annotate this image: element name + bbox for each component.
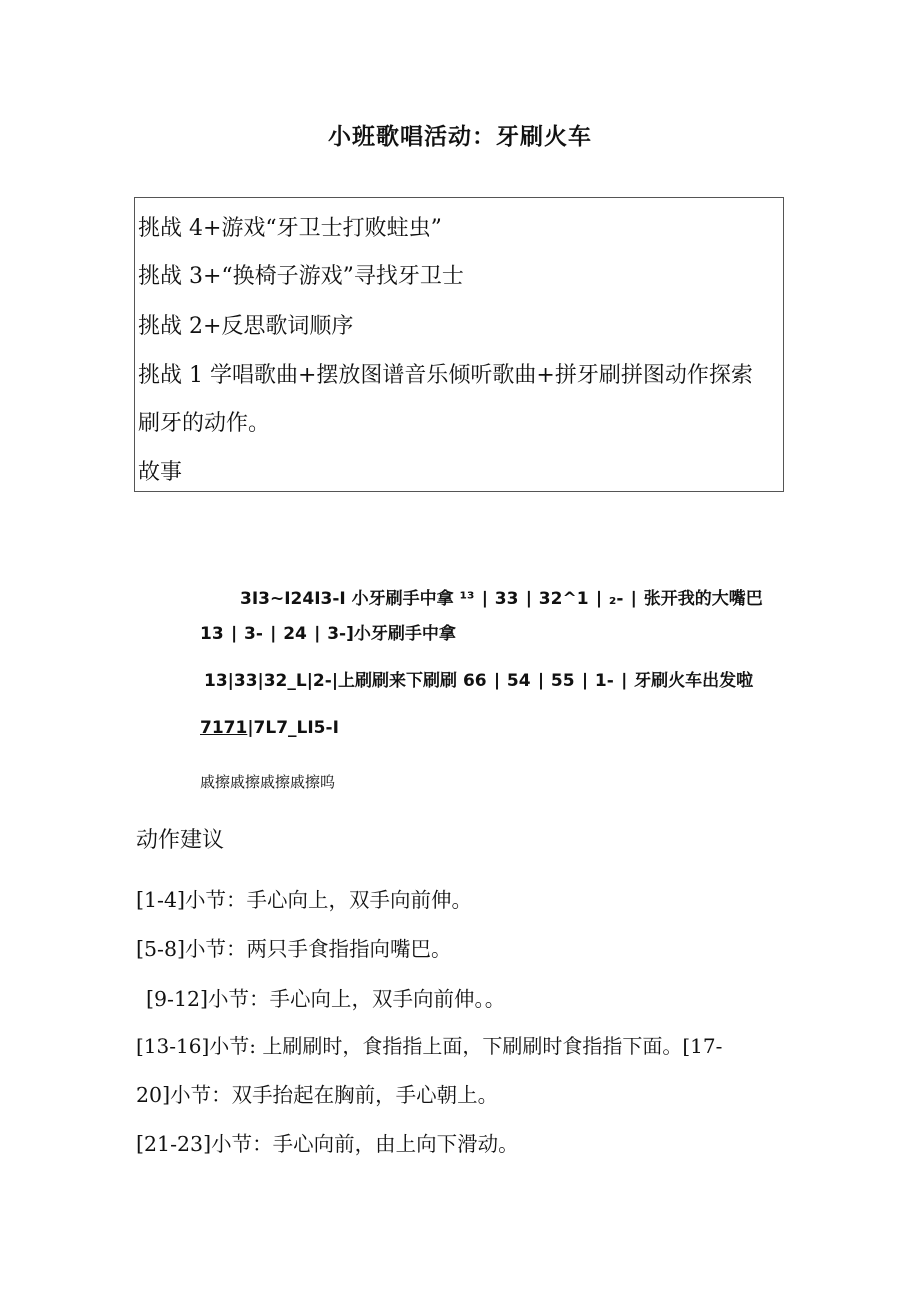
score-line-3: 13|33|32_L|2-|上刷刷来下刷刷 66 ∣ 54 ∣ 55 ∣ 1- ∣ 牙刷火车出发啦 [204, 671, 754, 691]
action-line: [1-4]小节：手心向上，双手向前伸。 [136, 888, 473, 912]
score-line-1: 3I3~I24I3-I 小牙刷手中拿 ¹³ ∣ 33 ∣ 32^1 ∣ ₂- ∣ 张开我的大嘴巴 [240, 589, 763, 609]
document-title: 小班歌唱活动：牙刷火车 [328, 124, 592, 150]
action-line: 20]小节：双手抬起在胸前，手心朝上。 [136, 1083, 499, 1107]
score-underlined-notes: 7171 [200, 718, 248, 738]
action-line: [21-23]小节：手心向前，由上向下滑动。 [136, 1132, 519, 1156]
score-line-2: 13 ∣ 3- ∣ 24 ∣ 3-]小牙刷手中拿 [200, 624, 456, 644]
actions-heading: 动作建议 [136, 828, 225, 853]
score-notes: |7L7_LI5-I [247, 718, 339, 738]
challenge-3: 挑战 3+“换椅子游戏”寻找牙卫士 [138, 264, 464, 289]
action-line: [9-12]小节：手心向上，双手向前伸。。 [146, 987, 506, 1011]
challenge-1-continued: 刷牙的动作。 [138, 411, 271, 436]
story-label: 故事 [138, 460, 183, 485]
challenge-2: 挑战 2+反思歌词顺序 [138, 314, 354, 339]
challenge-4: 挑战 4+游戏“牙卫士打败蛀虫” [138, 216, 442, 241]
action-line: [13-16]小节: 上刷刷时，食指指上面，下刷刷时食指指下面。[17- [136, 1034, 723, 1058]
challenge-1: 挑战 1 学唱歌曲+摆放图谱音乐倾听歌曲+拼牙刷拼图动作探索 [138, 363, 753, 388]
challenge-box [134, 197, 784, 492]
score-line-5: 戚擦戚擦戚擦戚擦呜 [200, 773, 336, 791]
action-line: [5-8]小节：两只手食指指向嘴巴。 [136, 937, 452, 961]
score-line-4 [200, 715, 339, 741]
